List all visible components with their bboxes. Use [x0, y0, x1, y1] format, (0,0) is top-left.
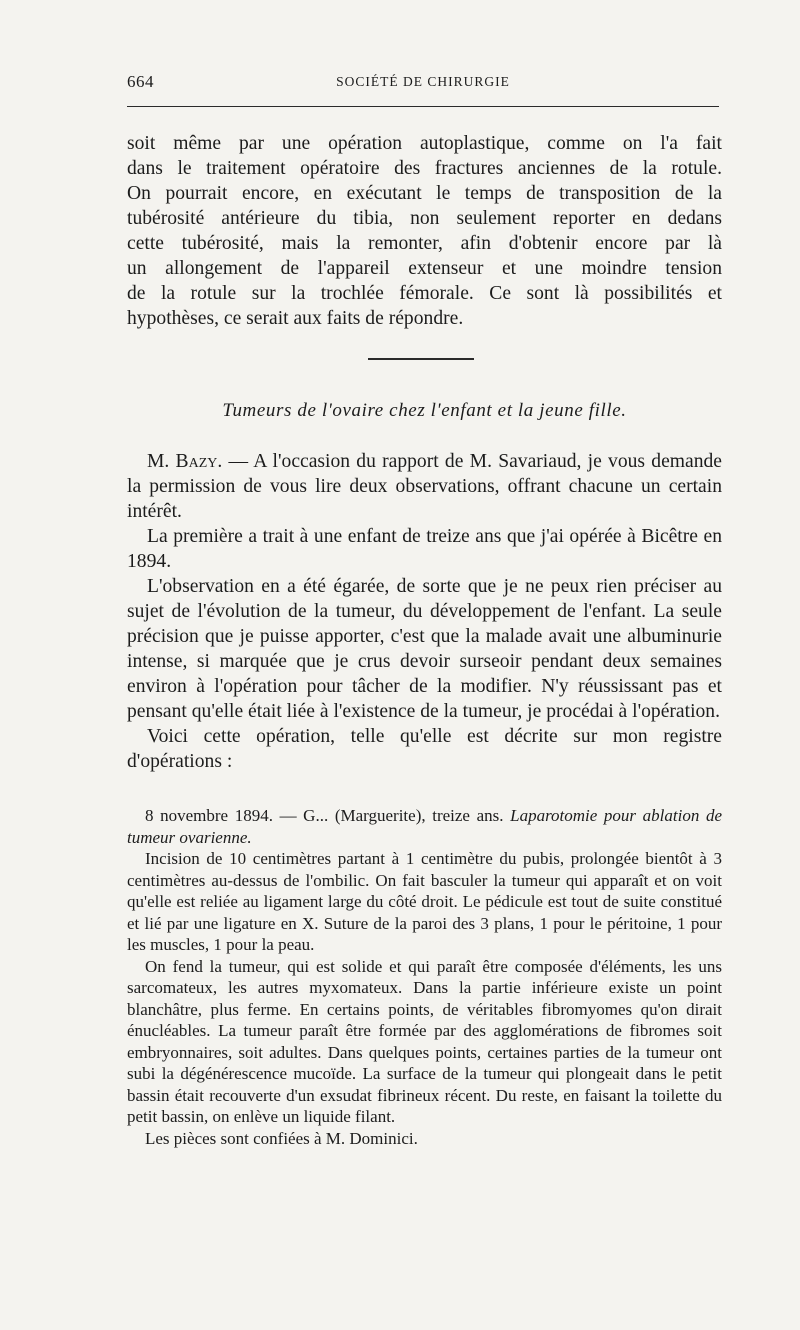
observation-heading	[127, 805, 722, 848]
text-line: On pourrait encore, en exécutant le temps de transposition de la	[127, 183, 722, 204]
text-line: hypothèses, ce serait aux faits de répondre.	[127, 308, 464, 329]
section-divider	[368, 358, 474, 360]
page-number: 664	[127, 72, 154, 91]
observation-date: 8 novembre 1894. — G... (Marguerite), treize ans.	[145, 806, 511, 825]
text-line: cette tubérosité, mais la remonter, afin d'obtenir encore par là	[127, 233, 722, 254]
section-title: Tumeurs de l'ovaire chez l'enfant et la jeune fille.	[222, 400, 627, 421]
paragraph-text: — A l'occasion du rapport de M. Savariaud, je vous demande la permission de vous lire deux observations, offrant chacune un certain intérêt.	[127, 451, 722, 522]
paragraph: Incision de 10 centimètres partant à 1 centimètre du pubis, prolongée bientôt à 3 centimètres au-dessus de l'ombilic. On fait basculer la tumeur qui apparaît et on voit qu'elle est reliée au ligament large du côté droit. Le pédicule est tout de suite constitué et lié par une ligature en X. Suture de la paroi des 3 plans, 1 pour le péritoine, 1 pour les muscles, 1 pour la peau.	[127, 849, 722, 954]
paragraph: On fend la tumeur, qui est solide et qui paraît être composée d'éléments, les uns sarcomateux, les autres myxomateux. Dans la partie inférieure existe un point blanchâtre, plus ferme. En certains points, de véritables fibromyomes qu'on dirait énucléables. La tumeur paraît être formée par des agglomérations de fibromes soit embryonnaires, soit adultes. Dans quelques points, certaines parties de la tumeur ont subi la dégénérescence mucoïde. La surface de la tumeur qui plongeait dans le petit bassin était recouverte d'un exsudat fibrineux récent. Du reste, en faisant la toilette du petit bassin, on enlève un liquide filant.	[127, 956, 722, 1126]
paragraph: L'observation en a été égarée, de sorte que je ne peux rien préciser au sujet de l'évolution de la tumeur, du développement de l'enfant. La seule précision que je puisse apporter, c'est que la malade avait une albuminurie intense, si marquée que je crus devoir surseoir pendant deux semaines environ à l'opération pour tâcher de la modifier. N'y réussissant pas et pensant qu'elle était liée à l'existence de la tumeur, je procédai à l'opération.	[127, 576, 722, 722]
running-head: SOCIÉTÉ DE CHIRURGIE	[336, 74, 510, 89]
page-header	[127, 72, 719, 96]
text-line: dans le traitement opératoire des fractures anciennes de la rotule.	[127, 158, 722, 179]
speaker-name: M. Bazy.	[147, 451, 223, 472]
observation-record	[127, 805, 722, 1149]
header-rule	[127, 106, 719, 107]
text-line: un allongement de l'appareil extenseur et une moindre tension	[127, 258, 722, 279]
paragraph: Voici cette opération, telle qu'elle est décrite sur mon registre d'opérations :	[127, 726, 722, 772]
continuation-paragraph	[127, 131, 722, 331]
paragraph	[127, 449, 722, 524]
paragraph: La première a trait à une enfant de treize ans que j'ai opérée à Bicêtre en 1894.	[127, 526, 722, 572]
text-line: soit même par une opération autoplastique, comme on l'a fait	[127, 133, 722, 154]
intervention-text	[127, 449, 722, 774]
text-line: de la rotule sur la trochlée fémorale. Ce sont là possibilités et	[127, 283, 722, 304]
text-line: tubérosité antérieure du tibia, non seulement reporter en dedans	[127, 208, 722, 229]
operation-title: Laparotomie pour ablation de tumeur ovarienne.	[127, 806, 722, 847]
paragraph: Les pièces sont confiées à M. Dominici.	[145, 1128, 418, 1148]
